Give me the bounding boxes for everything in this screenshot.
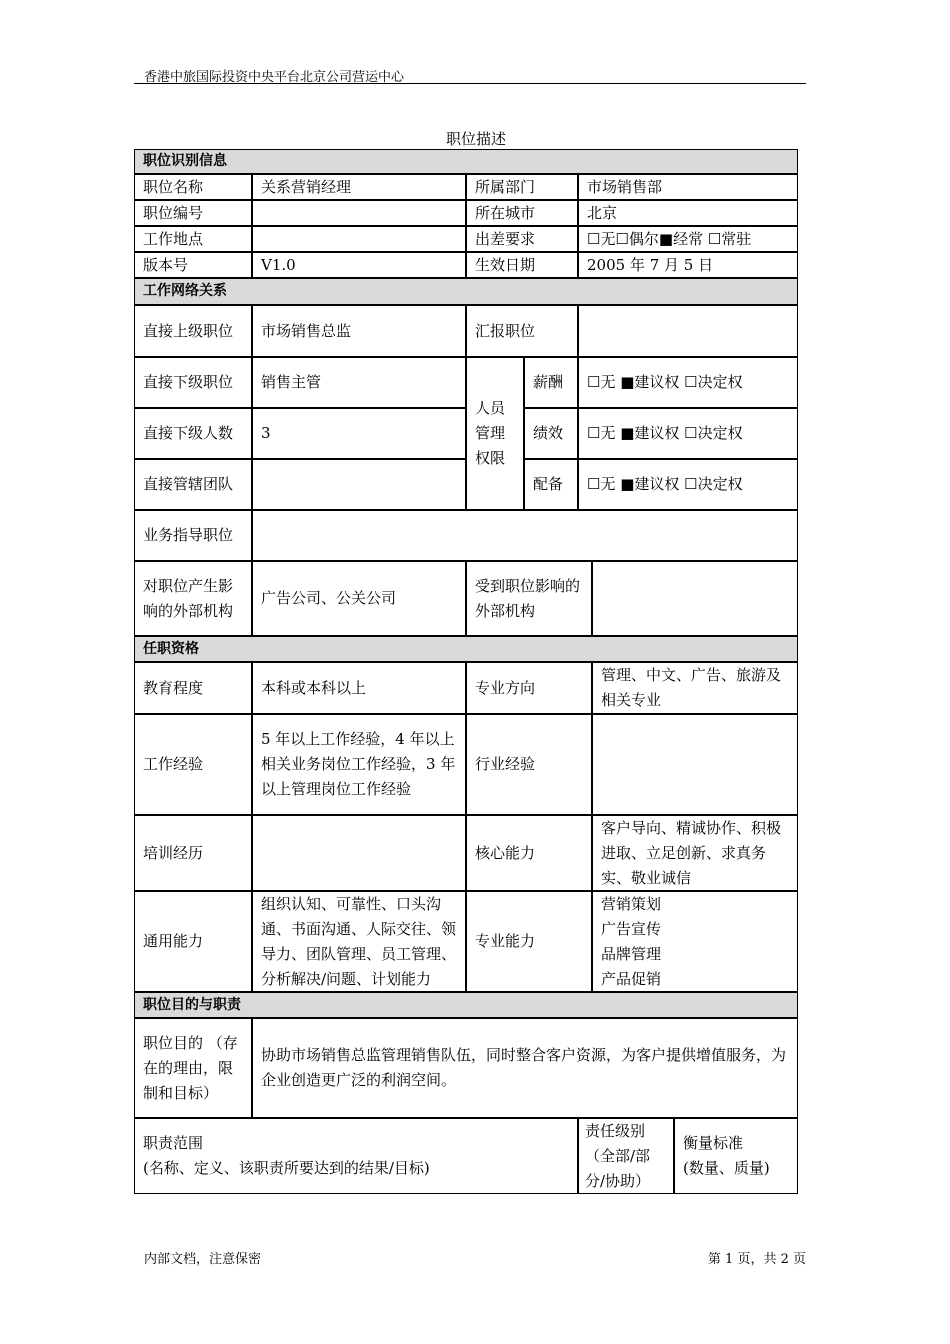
major-value: 管理、中文、广告、旅游及相关专业 [592,662,798,714]
report-value [578,305,798,357]
superior-value: 市场销售总监 [252,305,466,357]
team-value [252,459,466,510]
superior-label: 直接上级职位 [134,305,252,357]
salary-authority-value: ☐无 ■建议权 ☐决定权 [578,357,798,408]
education-label: 教育程度 [134,662,252,714]
effective-date-label: 生效日期 [466,252,578,278]
section-identification: 职位识别信息 [134,149,798,174]
experience-label: 工作经验 [134,714,252,815]
page-header: 香港中旅国际投资中央平台北京公司营运中心 [144,70,405,85]
job-description-table [134,149,798,1194]
measurement-standard-header: 衡量标准 (数量、质量) [674,1118,798,1194]
performance-label: 绩效 [524,408,578,459]
header-divider [134,83,806,84]
authority-label: 人员 管理 权限 [466,357,524,510]
travel-value: ☐无☐偶尔■经常 ☐常驻 [578,226,798,252]
affected-org-value [592,561,798,636]
city-label: 所在城市 [466,200,578,226]
department-label: 所属部门 [466,174,578,200]
footer-page-number: 第 1 页，共 2 页 [707,1252,806,1267]
department-value: 市场销售部 [578,174,798,200]
version-label: 版本号 [134,252,252,278]
industry-experience-value [592,714,798,815]
team-label: 直接管辖团队 [134,459,252,510]
version-value: V1.0 [252,252,466,278]
city-value: 北京 [578,200,798,226]
footer-confidential: 内部文档，注意保密 [144,1252,262,1267]
performance-authority-value: ☐无 ■建议权 ☐决定权 [578,408,798,459]
staffing-authority-value: ☐无 ■建议权 ☐决定权 [578,459,798,510]
position-code-label: 职位编号 [134,200,252,226]
position-title-label: 职位名称 [134,174,252,200]
industry-experience-label: 行业经验 [466,714,592,815]
affected-org-label: 受到职位影响的外部机构 [466,561,592,636]
training-label: 培训经历 [134,815,252,891]
section-purpose: 职位目的与职责 [134,992,798,1018]
experience-value: 5 年以上工作经验，4 年以上相关业务岗位工作经验，3 年以上管理岗位工作经验 [252,714,466,815]
guidance-value [252,510,798,561]
document-title: 职位描述 [445,130,506,148]
major-label: 专业方向 [466,662,592,714]
core-competency-value: 客户导向、精诚协作、积极进取、立足创新、求真务实、敬业诚信 [592,815,798,891]
subordinate-count-value: 3 [252,408,466,459]
section-network: 工作网络关系 [134,278,798,305]
position-title-value: 关系营销经理 [252,174,466,200]
external-influence-value: 广告公司、公关公司 [252,561,466,636]
general-ability-label: 通用能力 [134,891,252,992]
position-code-value [252,200,466,226]
section-qualification: 任职资格 [134,636,798,662]
responsibility-scope-header: 职责范围 (名称、定义、该职责所要达到的结果/目标) [134,1118,578,1194]
professional-ability-value: 营销策划 广告宣传 品牌管理 产品促销 [592,891,798,992]
purpose-label: 职位目的 （存在的理由，限制和目标） [134,1018,252,1118]
travel-label: 出差要求 [466,226,578,252]
guidance-label: 业务指导职位 [134,510,252,561]
core-competency-label: 核心能力 [466,815,592,891]
training-value [252,815,466,891]
staffing-label: 配备 [524,459,578,510]
professional-ability-label: 专业能力 [466,891,592,992]
purpose-value: 协助市场销售总监管理销售队伍，同时整合客户资源，为客户提供增值服务，为企业创造更广泛的利润空间。 [252,1018,798,1118]
subordinate-count-label: 直接下级人数 [134,408,252,459]
education-value: 本科或本科以上 [252,662,466,714]
report-label: 汇报职位 [466,305,578,357]
work-location-label: 工作地点 [134,226,252,252]
general-ability-value: 组织认知、可靠性、口头沟通、书面沟通、人际交往、领导力、团队管理、员工管理、分析解决/问题、计划能力 [252,891,466,992]
subordinate-position-label: 直接下级职位 [134,357,252,408]
responsibility-level-header: 责任级别 （全部/部分/协助） [578,1118,674,1194]
salary-label: 薪酬 [524,357,578,408]
external-influence-label: 对职位产生影响的外部机构 [134,561,252,636]
effective-date-value: 2005 年 7 月 5 日 [578,252,798,278]
work-location-value [252,226,466,252]
subordinate-position-value: 销售主管 [252,357,466,408]
